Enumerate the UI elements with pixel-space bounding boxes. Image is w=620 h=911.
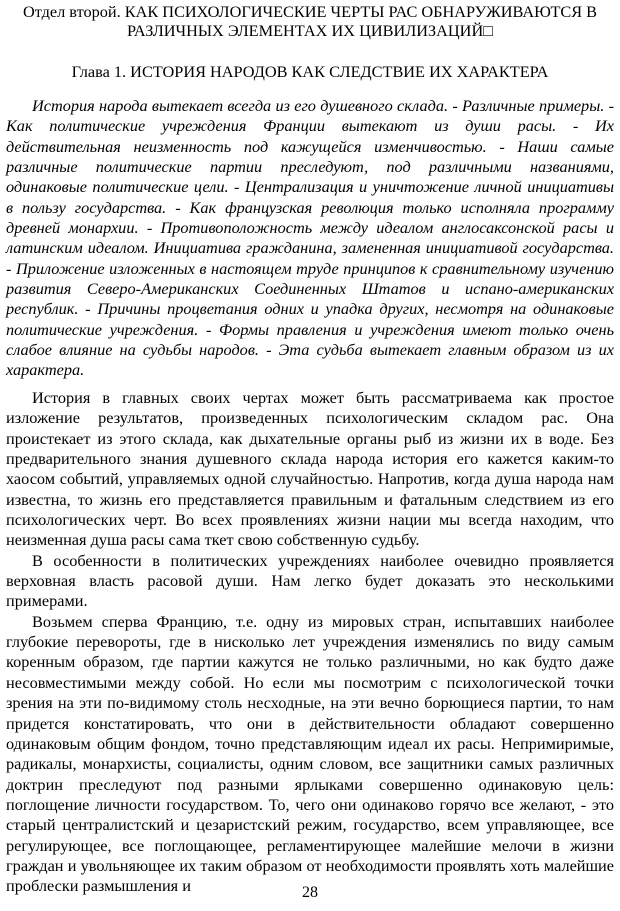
page-number: 28 bbox=[302, 884, 318, 901]
body-text bbox=[6, 388, 614, 897]
chapter-title: Глава 1. ИСТОРИЯ НАРОДОВ КАК СЛЕДСТВИЕ ИХ ХАРАКТЕРА bbox=[71, 62, 549, 81]
paragraph-1: История в главных своих чертах может быть рассматриваема как простое изложение результатов, произведенных психологическим складом рас. Она проистекает из этого склада, как дыхательные органы рыб из жизни их в воде. Без предварительного знания душевного склада народа история его кажется каким-то хаосом событий, управляемых одной случайностью. Напротив, когда душа народа нам известна, то жизнь его представляется правильным и фатальным следствием из его психологических черт. Во всех проявлениях жизни нации мы всегда находим, что неизменная душа расы сама ткет свою собственную судьбу. bbox=[6, 388, 614, 550]
part-title: Отдел второй. КАК ПСИХОЛОГИЧЕСКИЕ ЧЕРТЫ РАС ОБНАРУЖИВАЮТСЯ В РАЗЛИЧНЫХ ЭЛЕМЕНТАХ ИХ ЦИВИЛИЗАЦИЙ□ bbox=[22, 2, 598, 40]
paragraph-3: Возьмем сперва Францию, т.е. одну из мировых стран, испытавших наиболее глубокие перевороты, где в нисколько лет учреждения изменялись по виду самым коренным образом, где партии кажутся не только различными, но как будто даже несовместимыми между собой. Но если мы посмотрим с психологической точки зрения на эти по-видимому столь несходные, на эти вечно борющиеся партии, то нам придется констатировать, что они в действительности обладают совершенно одинаковым общим фондом, точно представляющим идеал их расы. Непримиримые, радикалы, монархисты, социалисты, одним словом, все защитники самых различных доктрин преследуют под разными ярлыками совершенно одинаковую цель: поглощение личности государством. То, чего они одинаково горячо все желают, - это старый централистский и цезаристский режим, государство, всем управляющее, все регулирующее, все поглощающее, регламентирующее малейшие мелочи в жизни граждан и увольняющее их таким образом от необходимости проявлять хоть малейшие проблески размышления и bbox=[6, 611, 614, 896]
chapter-abstract: История народа вытекает всегда из его душевного склада. - Различные примеры. - Как политические учреждения Франции вытекают из души расы. - Их действительная неизменность под кажущейся изменчивостью. - Наши самые различные политические партии преследуют, под различными названиями, одинаковые политические цели. - Централизация и уничтожение личной инициативы в пользу государства. - Как французская революция только исполняла программу древней монархии. - Противоположность между идеалом англосаксонской расы и латинским идеалом. Инициатива гражданина, замененная инициативой государства. - Приложение изложенных в настоящем труде принципов к сравнительному изучению развития Северо-Американских Соединенных Штатов и испано-американских республик. - Причины процветания одних и упадка других, несмотря на одинаковые политические учреждения. - Формы правления и учреждения имеют только очень слабое влияние на судьбы народов. - Эта судьба вытекает главным образом из их характера. bbox=[6, 96, 614, 380]
paragraph-2: В особенности в политических учреждениях наиболее очевидно проявляется верховная власть расовой души. Нам легко будет доказать это несколькими примерами. bbox=[6, 550, 614, 611]
